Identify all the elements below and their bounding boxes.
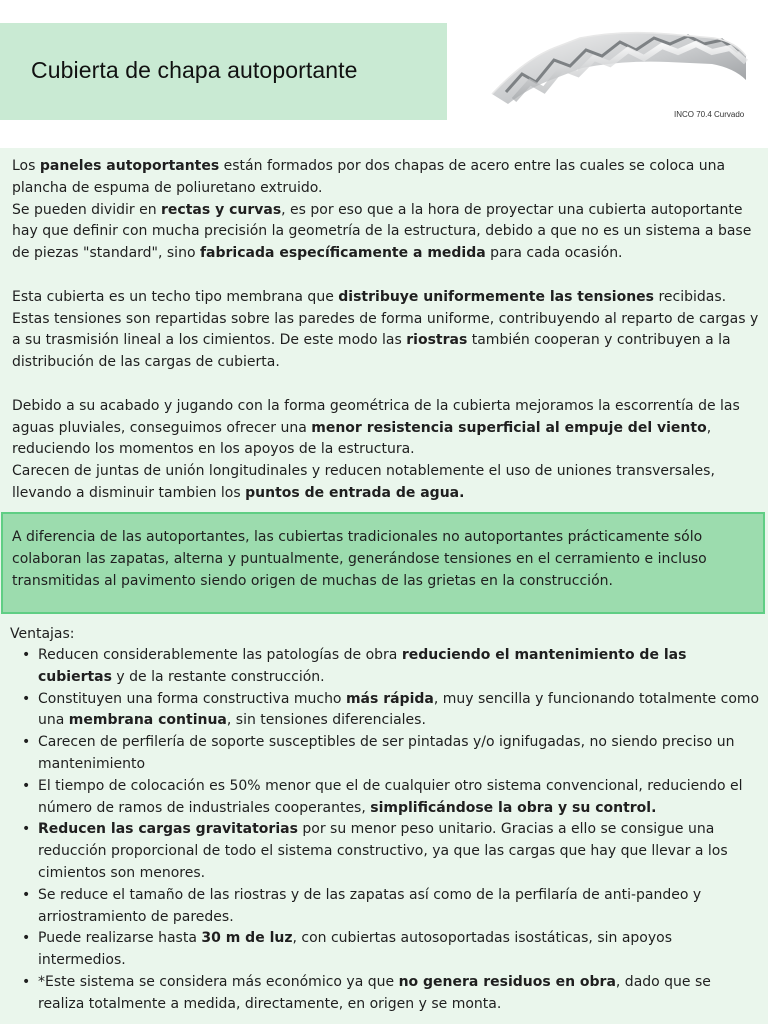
text-run: por su menor peso unitario. Gracias a ello se consigue una reducción proporcional de todo el sistema constructivo, ya que las cargas que hay que llevar a los cimientos son menores. [38, 821, 728, 881]
intro-text [12, 156, 764, 505]
advantage-item [12, 928, 760, 972]
bold-text: membrana continua [68, 712, 227, 729]
bold-text: distribuye uniformemente las tensiones [338, 288, 654, 305]
text-run: Puede realizarse hasta [38, 930, 202, 947]
bold-text: rectas y curvas [161, 201, 282, 218]
advantages-title: Ventajas: [10, 626, 75, 642]
text-run: Reducen considerablemente las patologías de obra [38, 647, 402, 663]
text-run: Constituyen una forma constructiva mucho [38, 690, 346, 707]
advantage-item [12, 819, 760, 884]
bold-text: menor resistencia superficial al empuje del viento [311, 419, 707, 436]
intro-paragraph [12, 461, 764, 505]
advantage-item [12, 776, 760, 820]
text-run: Carecen de juntas de unión longitudinales y reducen notablemente el uso de uniones transversales, llevando a disminuir tambien los [12, 463, 715, 501]
corrugated-panel-image [484, 22, 752, 106]
bold-text: más rápida [345, 690, 434, 707]
text-run: *Este sistema se considera más económico ya que [38, 973, 399, 990]
paragraph-spacer [12, 374, 764, 396]
bold-text: reduciendo el mantenimiento de las cubiertas [38, 647, 687, 685]
intro-paragraph [12, 287, 764, 374]
bold-text: riostras [406, 332, 468, 349]
bold-text: Reducen las cargas gravitatorias [38, 821, 298, 838]
text-run: para cada ocasión. [485, 245, 623, 262]
text-run: El tiempo de colocación es 50% menor que el de cualquier otro sistema convencional, reduciendo el número de ramos de industriales cooperantes, [38, 777, 743, 816]
bold-text: simplificándose la obra y su control. [370, 799, 657, 816]
text-run: , dado que se realiza totalmente a medida, directamente, en origen y se monta. [38, 973, 711, 1012]
text-run: Se reduce el tamaño de las riostras y de las zapatas así como de la perfilaría de anti-pandeo y arriostramiento de paredes. [38, 886, 702, 925]
text-run: , sin tensiones diferenciales. [226, 712, 426, 729]
advantage-item [12, 645, 760, 689]
intro-paragraph [12, 200, 764, 265]
text-run: y de la restante construcción. [111, 668, 325, 685]
intro-paragraph [12, 156, 764, 200]
bold-text: puntos de entrada de agua. [245, 484, 465, 501]
paragraph-spacer [12, 265, 764, 287]
text-run: Los [12, 158, 40, 174]
highlight-text: A diferencia de las autoportantes, las cubiertas tradicionales no autoportantes prácticamente sólo colaboran las zapatas, alterna y puntualmente, generándose tensiones en el cerramiento e incluso transmitidas al pavimento siendo origen de muchas de las grietas en la construcción. [12, 529, 707, 589]
advantage-item [12, 732, 760, 776]
intro-paragraph [12, 396, 764, 461]
advantage-item [12, 689, 760, 733]
bold-text: 30 m de luz [201, 930, 293, 947]
text-run: , reduciendo los momentos en los apoyos de la estructura. [12, 419, 712, 458]
page-title: Cubierta de chapa autoportante [31, 57, 358, 83]
bold-text: fabricada específicamente a medida [199, 245, 486, 262]
text-run: Se pueden dividir en [12, 201, 162, 218]
image-caption: INCO 70.4 Curvado [674, 110, 745, 119]
advantages-list [12, 645, 760, 1016]
advantage-item [12, 885, 760, 929]
text-run: , es por eso que a la hora de proyectar una cubierta autoportante hay que definir con mucha precisión la geometría de la estructura, debido a que no es un sistema a base de piezas "standard", sino [12, 201, 752, 262]
text-run: están formados por dos chapas de acero entre las cuales se coloca una plancha de espuma de poliuretano extruido. [12, 158, 726, 196]
text-run: recibidas. Estas tensiones son repartidas sobre las paredes de forma uniforme, contribuyendo al reparto de cargas y a su trasmisión lineal a los cimientos. De este modo las [12, 288, 759, 349]
text-run: Debido a su acabado y jugando con la forma geométrica de la cubierta mejoramos la escorrentía de las aguas pluviales, conseguimos ofrecer una [12, 397, 740, 436]
text-run: , muy sencilla y funcionando totalmente como una [38, 690, 760, 729]
text-run: Esta cubierta es un techo tipo membrana que [12, 288, 339, 305]
text-run: Carecen de perfilería de soporte susceptibles de ser pintadas y/o ignifugadas, no siendo preciso un mantenimiento [38, 734, 735, 772]
bold-text: paneles autoportantes [39, 158, 220, 174]
advantage-item [12, 972, 760, 1016]
bold-text: no genera residuos en obra [398, 973, 616, 990]
text-run: también cooperan y contribuyen a la distribución de las cargas de cubierta. [12, 332, 731, 371]
text-run: , con cubiertas autosoportadas isostáticas, sin apoyos intermedios. [38, 930, 672, 969]
